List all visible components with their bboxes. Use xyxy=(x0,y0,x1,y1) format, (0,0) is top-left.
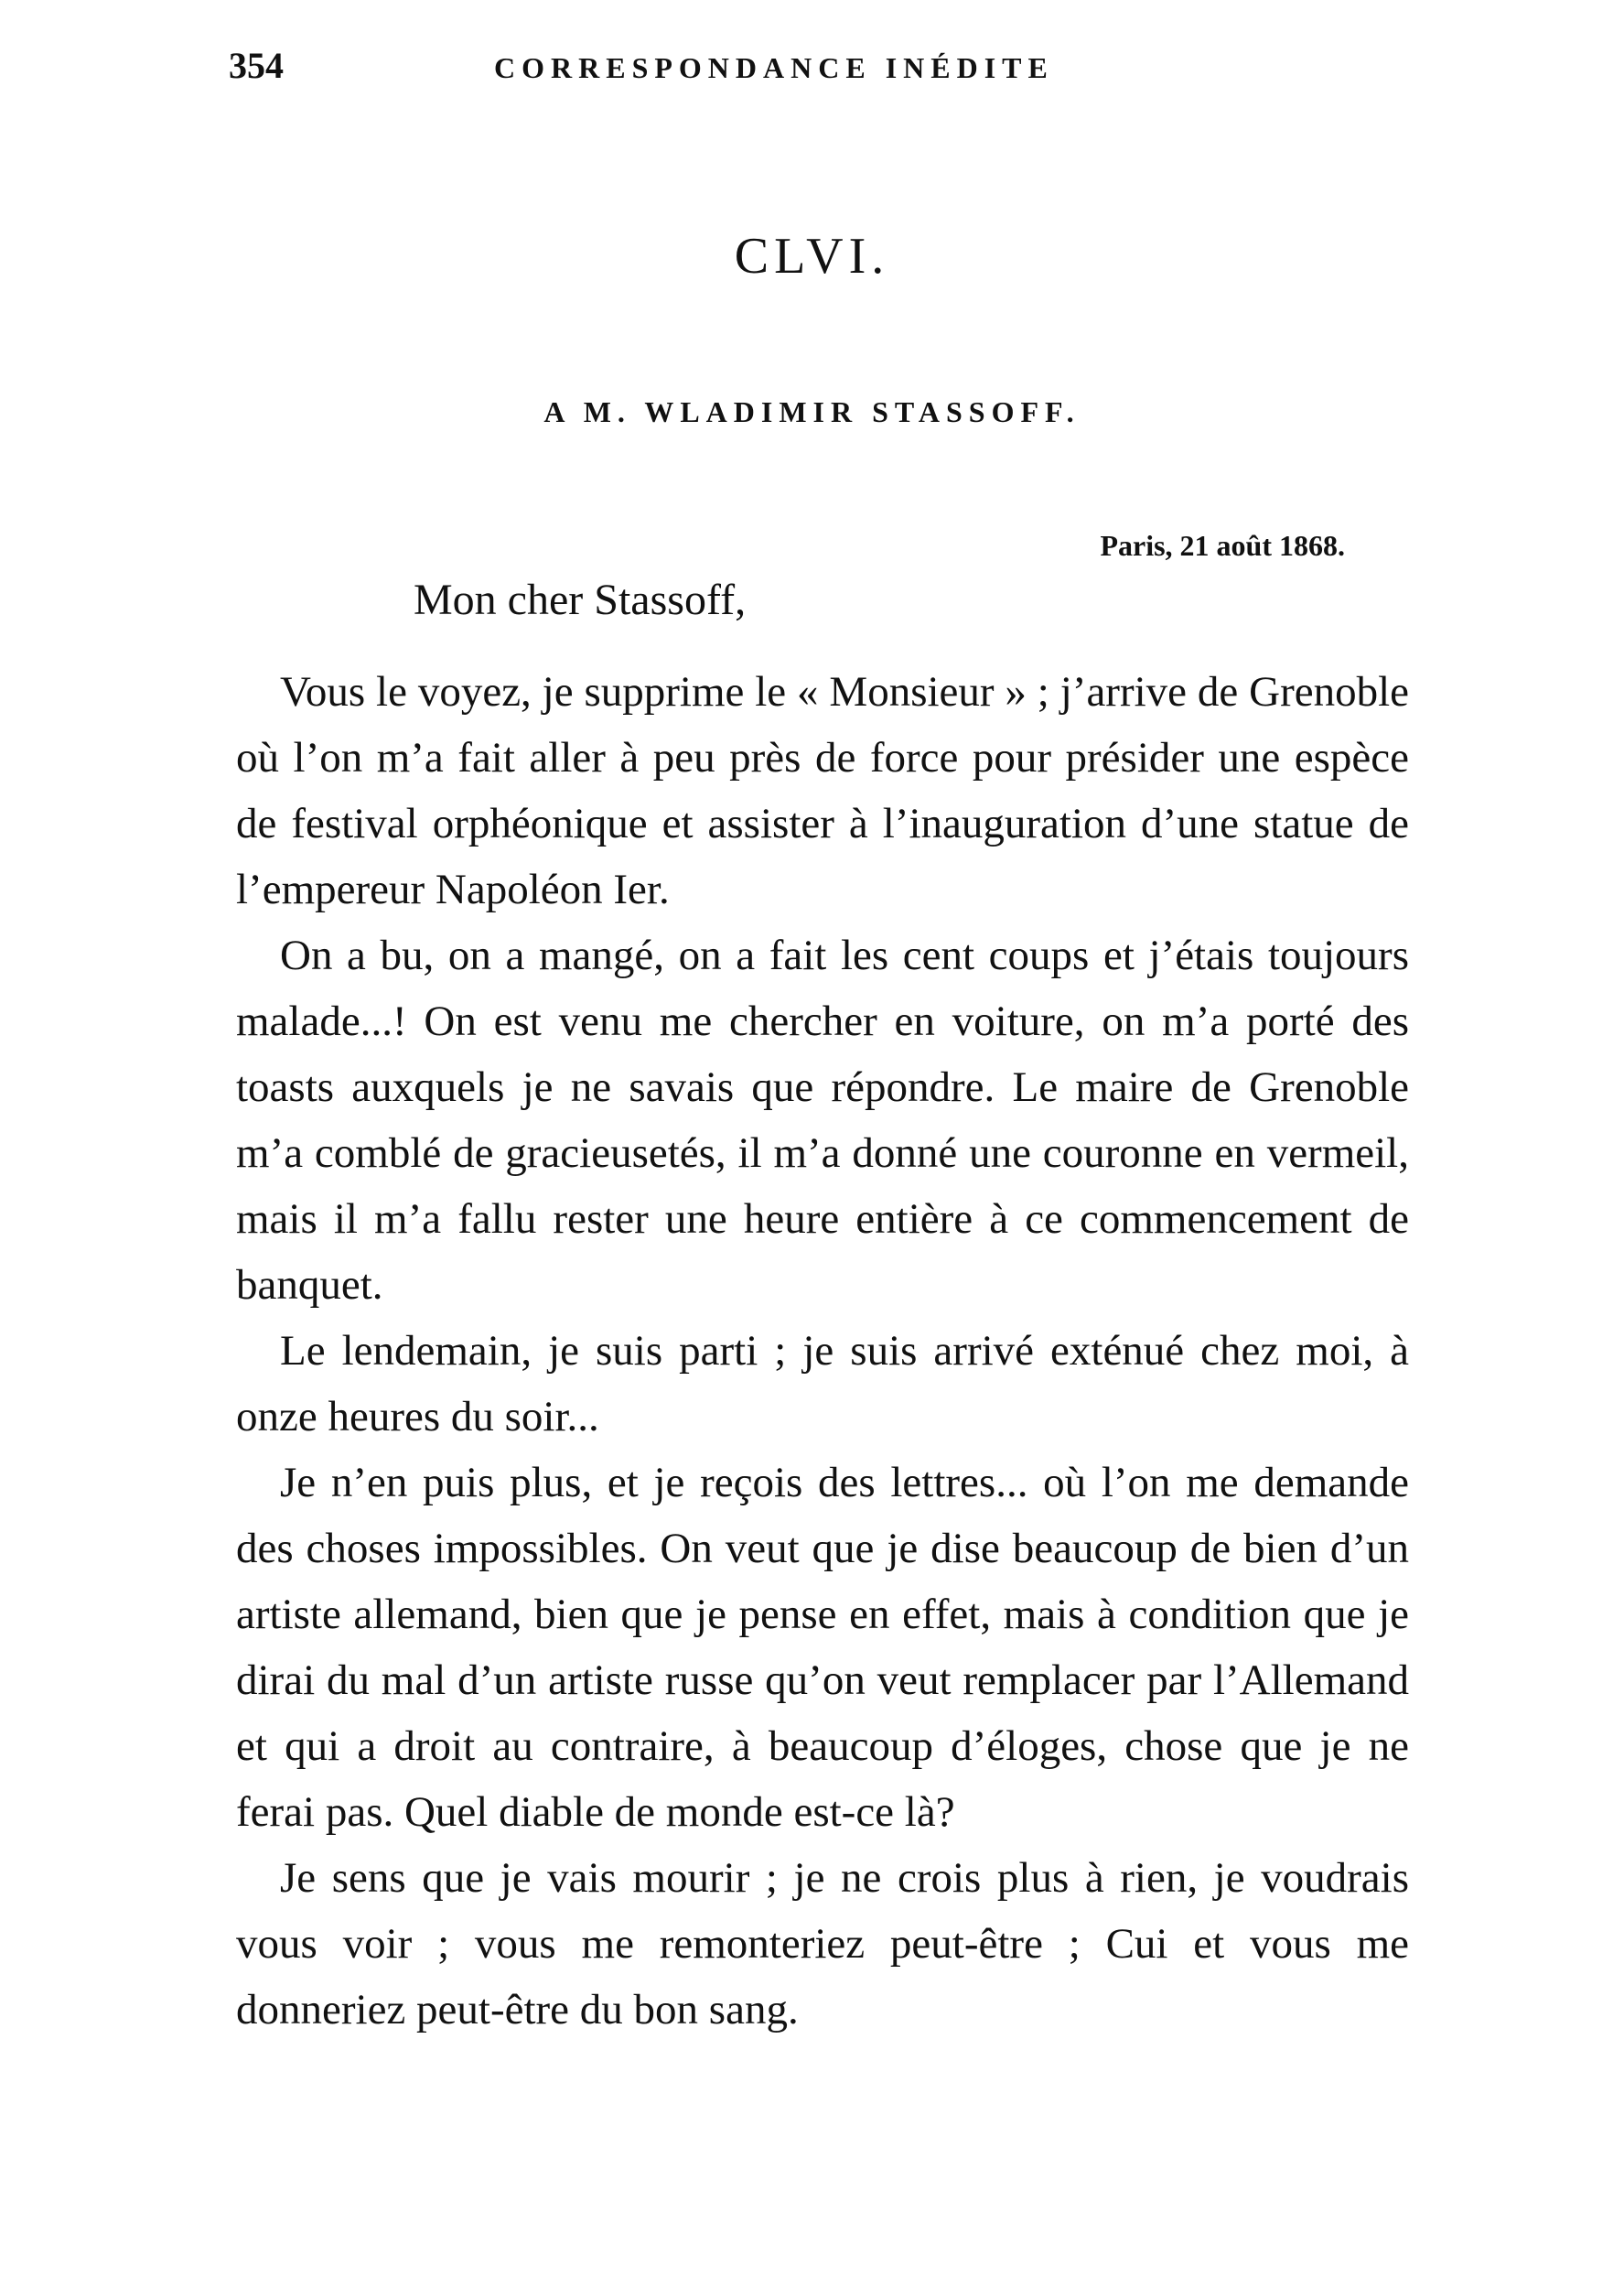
running-title: CORRESPONDANCE INÉDITE xyxy=(494,51,1054,84)
letter-number: CLVI. xyxy=(734,228,890,285)
paragraph: On a bu, on a mangé, on a fait les cent coups et j’étais toujours malade...! On est venu me chercher en voiture, on m’a porté des toasts auxquels je ne savais que répondre. Le maire de Grenoble m’a comblé de gracieusetés, il m’a donné une couronne en vermeil, mais il m’a fallu rester une heure entière à ce commencement de banquet. xyxy=(236,932,1409,1309)
paragraph: Je n’en puis plus, et je reçois des lettres... où l’on me demande des choses impossibles. On veut que je dise beaucoup de bien d’un artiste allemand, bien que je pense en effet, mais à condition que je dirai du mal d’un artiste russe qu’on veut remplacer par l’Allemand et qui a droit au contraire, à beaucoup d’éloges, chose que je ne ferai pas. Quel diable de monde est-ce là? xyxy=(236,1459,1409,1836)
page-number: 354 xyxy=(229,45,284,86)
paragraph: Le lendemain, je suis parti ; je suis arrivé exténué chez moi, à onze heures du soir... xyxy=(236,1327,1409,1440)
paragraph: Vous le voyez, je supprime le « Monsieur » ; j’arrive de Grenoble où l’on m’a fait aller à peu près de force pour présider une espèce de festival orphéonique et assister à l’inauguration d’une statue de l’empereur Napoléon Ier. xyxy=(236,668,1409,913)
letter-body xyxy=(236,659,1409,2043)
paragraph: Je sens que je vais mourir ; je ne crois plus à rien, je voudrais vous voir ; vous me remonteriez peut-être ; Cui et vous me donneriez peut-être du bon sang. xyxy=(236,1854,1409,2033)
page-header xyxy=(229,44,1400,99)
letter-salutation: Mon cher Stassoff, xyxy=(414,576,747,624)
letter-addressee: A M. WLADIMIR STASSOFF. xyxy=(543,395,1081,428)
letter-date: Paris, 21 août 1868. xyxy=(1100,529,1345,562)
